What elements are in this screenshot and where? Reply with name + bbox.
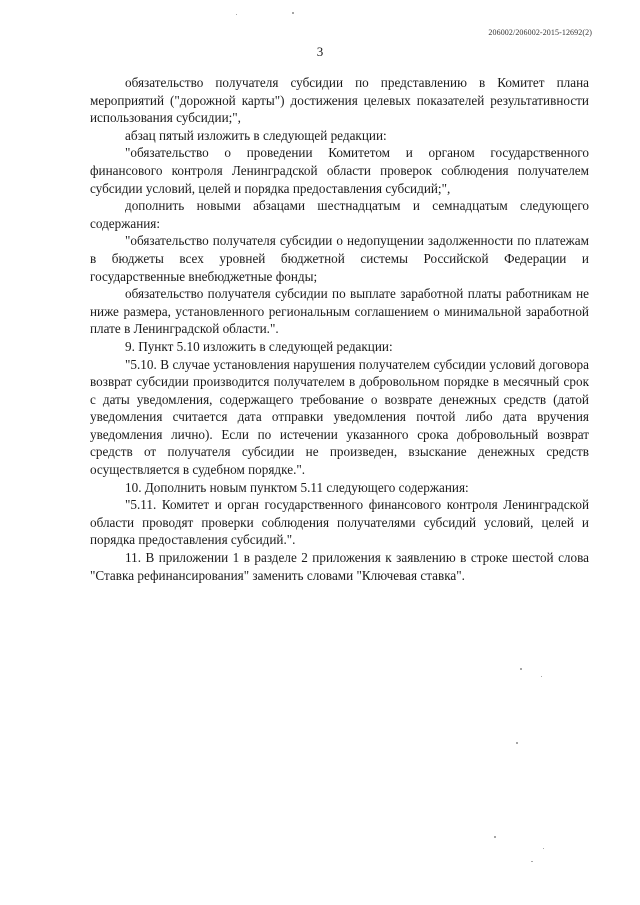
paragraph: абзац пятый изложить в следующей редакции: bbox=[125, 127, 387, 143]
scan-speck bbox=[236, 14, 237, 15]
scan-speck bbox=[543, 848, 544, 849]
scan-speck bbox=[292, 12, 294, 14]
paragraph: "обязательство о проведении Комитетом и органом государственного финансового контроля Ленинградской области проверок соблюдения получателем субсидии условий, целей и порядка предоставления субсидий;", bbox=[90, 145, 589, 196]
paragraph: обязательство получателя субсидии по выплате заработной платы работникам не ниже размера, установленного региональным соглашением о минимальной заработной плате в Ленинградской области.". bbox=[90, 286, 589, 337]
document-registration-code: 206002/206002-2015-12692(2) bbox=[488, 28, 592, 37]
scan-speck bbox=[494, 836, 496, 838]
paragraph: дополнить новыми абзацами шестнадцатым и семнадцатым следующего содержания: bbox=[90, 198, 589, 231]
page-number: 3 bbox=[316, 44, 324, 59]
paragraph: "5.11. Комитет и орган государственного финансового контроля Ленинградской области проводят проверки соблюдения получателями субсидий условий, целей и порядка предоставления субсидий.". bbox=[90, 497, 589, 548]
document-body bbox=[90, 74, 589, 584]
paragraph: 9. Пункт 5.10 изложить в следующей редакции: bbox=[125, 338, 393, 354]
scan-speck bbox=[520, 668, 522, 670]
paragraph: обязательство получателя субсидии по представлению в Комитет плана мероприятий ("дорожной карты") достижения целевых показателей результативности использования субсидии;", bbox=[90, 75, 589, 126]
paragraph: 11. В приложении 1 в разделе 2 приложения к заявлению в строке шестой слова "Ставка рефинансирования" заменить словами "Ключевая ставка". bbox=[90, 550, 589, 583]
scan-speck bbox=[531, 861, 533, 862]
paragraph: 10. Дополнить новым пунктом 5.11 следующего содержания: bbox=[125, 479, 469, 495]
paragraph: "обязательство получателя субсидии о недопущении задолженности по платежам в бюджеты всех уровней бюджетной системы Российской Федерации и государственные внебюджетные фонды; bbox=[90, 233, 589, 284]
paragraph: "5.10. В случае установления нарушения получателем субсидии условий договора возврат субсидии производится получателем в добровольном порядке в месячный срок с даты уведомления, содержащего требование о возврате денежных средств (датой уведомления считается дата отправки уведомления почтой либо дата вручения уведомления лично). Если по истечении указанного срока добровольный возврат средств от получателя субсидии не произведен, взыскание денежных средств осуществляется в судебном порядке.". bbox=[90, 356, 589, 478]
scan-speck bbox=[541, 676, 542, 677]
scan-speck bbox=[516, 742, 518, 744]
